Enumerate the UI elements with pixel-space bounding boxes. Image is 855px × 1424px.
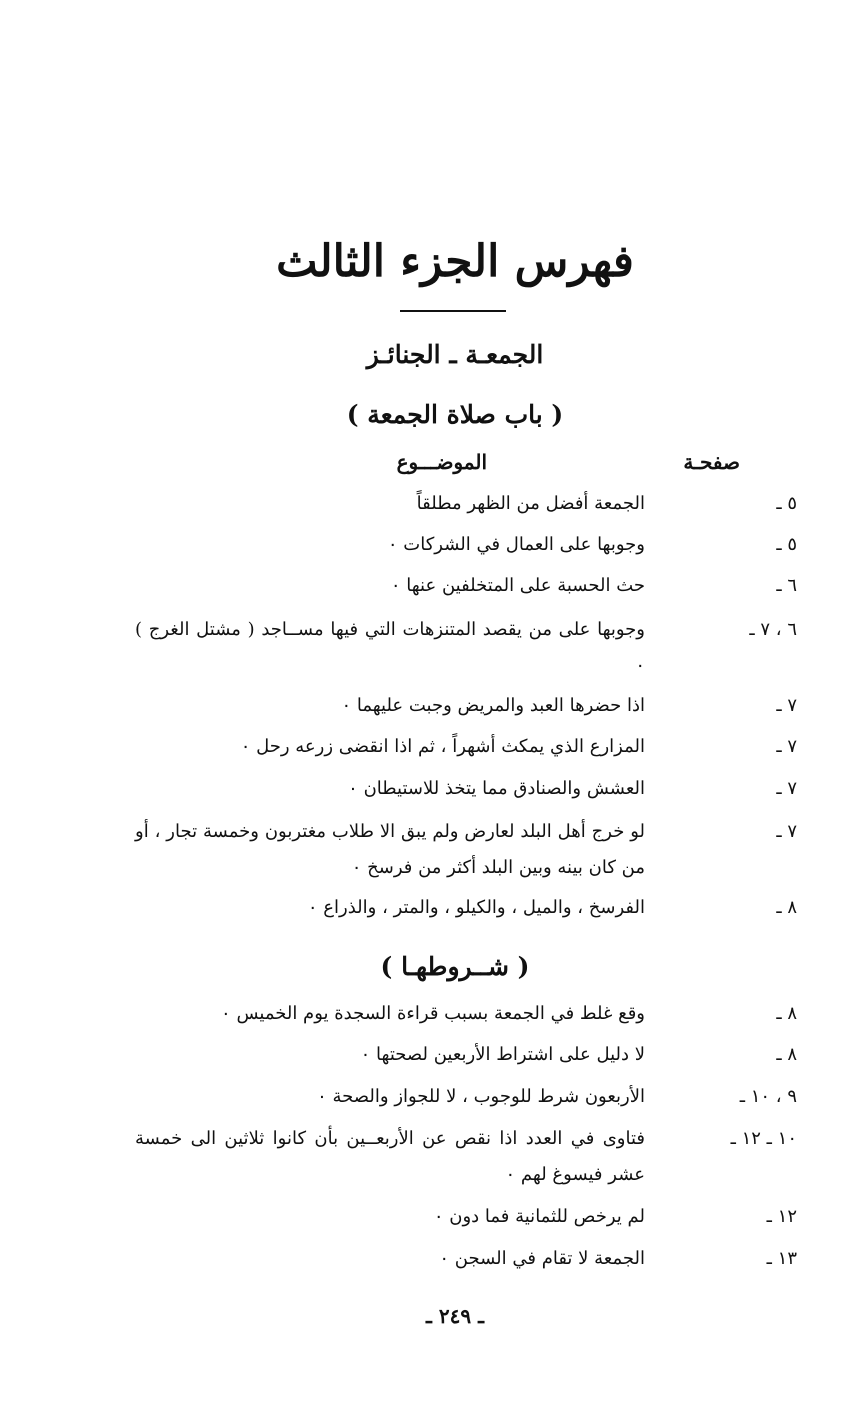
entry-page: ٧ ـ xyxy=(776,736,797,757)
entry-page: ٨ ـ xyxy=(776,897,797,918)
entry-page: ٥ ـ xyxy=(776,534,797,555)
page-number: ـ ٢٤٩ ـ xyxy=(426,1304,484,1328)
entry-page: ٨ ـ xyxy=(776,1003,797,1024)
entry-text: وجوبها على من يقصد المتنزهات التي فيها مســاجد ( مشتل الغرج ) ٠ xyxy=(135,619,645,676)
section-heading-conditions: ( شــروطهـا ) xyxy=(380,952,530,981)
entry-page: ٩ ، ١٠ ـ xyxy=(739,1086,797,1107)
entry-text: فتاوى في العدد اذا نقص عن الأربعــين بأن كانوا ثلاثين الى خمسة عشر فيسوغ لهم ٠ xyxy=(135,1128,645,1185)
entry-text: الفرسخ ، والميل ، والكيلو ، والمتر ، والذراع ٠ xyxy=(307,897,645,918)
entry-page: ١٣ ـ xyxy=(766,1248,797,1269)
title-divider xyxy=(400,310,506,312)
entry-text: وجوبها على العمال في الشركات ٠ xyxy=(387,534,645,555)
entry-page: ٧ ـ xyxy=(776,821,797,842)
entry-page: ٧ ـ xyxy=(776,695,797,716)
entry-text: اذا حضرها العبد والمريض وجبت عليهما ٠ xyxy=(341,695,645,716)
column-header-topic: الموضـــوع xyxy=(396,450,487,474)
entry-text: لو خرج أهل البلد لعارض ولم يبق الا طلاب مغتربون وخمسة تجار ، أو من كان بينه وبين البلد أكثر من فرسخ ٠ xyxy=(135,821,645,878)
entry-text: الجمعة أفضل من الظهر مطلقاً xyxy=(416,493,645,514)
entry-page: ٧ ـ xyxy=(776,778,797,799)
section-heading-friday-prayer: ( باب صلاة الجمعة ) xyxy=(346,400,564,429)
entry-page: ٥ ـ xyxy=(776,493,797,514)
entry-text: وقع غلط في الجمعة بسبب قراءة السجدة يوم الخميس ٠ xyxy=(221,1003,645,1024)
entry-page: ٨ ـ xyxy=(776,1044,797,1065)
entry-page: ٦ ـ xyxy=(776,575,797,596)
entry-text: حث الحسبة على المتخلفين عنها ٠ xyxy=(390,575,645,596)
entry-text: لا دليل على اشتراط الأربعين لصحتها ٠ xyxy=(360,1044,645,1065)
entry-text: الأربعون شرط للوجوب ، لا للجواز والصحة ٠ xyxy=(317,1086,645,1107)
page-title: فهرس الجزء الثالث xyxy=(276,236,634,287)
entry-text: لم يرخص للثمانية فما دون ٠ xyxy=(433,1206,645,1227)
volume-subtitle: الجمعـة ـ الجنائـز xyxy=(366,340,544,369)
entry-text: الجمعة لا تقام في السجن ٠ xyxy=(439,1248,645,1269)
column-header-page: صفحـة xyxy=(683,450,740,474)
entry-text: المزارع الذي يمكث أشهراً ، ثم اذا انقضى زرعه رحل ٠ xyxy=(240,736,645,757)
entry-page: ٦ ، ٧ ـ xyxy=(749,619,797,640)
entry-page: ١٠ ـ ١٢ ـ xyxy=(730,1128,797,1149)
entry-text: العشش والصنادق مما يتخذ للاستيطان ٠ xyxy=(348,778,645,799)
entry-page: ١٢ ـ xyxy=(766,1206,797,1227)
